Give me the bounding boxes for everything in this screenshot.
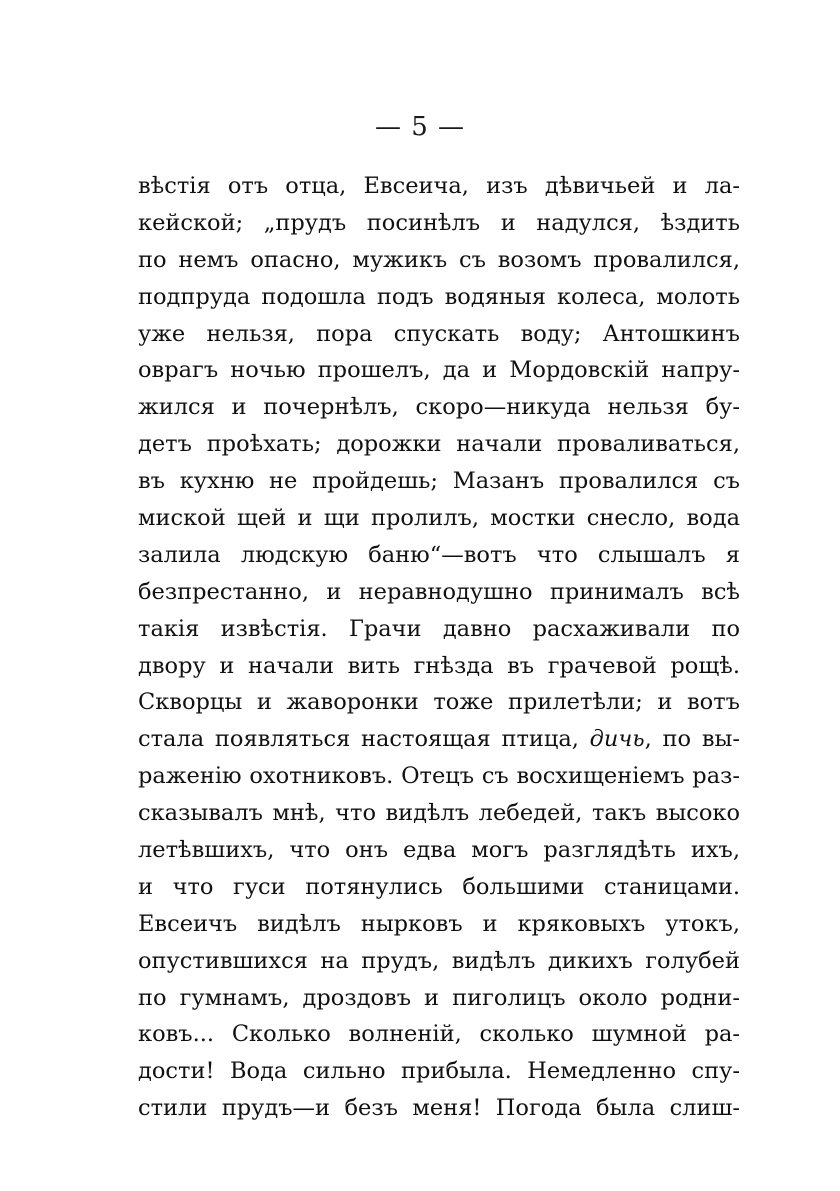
text-line: подпруда подошла подъ водяныя колеса, молоть <box>138 283 740 310</box>
text-line: уже нельзя, пора спускать воду; Антошкинъ <box>138 320 740 347</box>
text-line: оврагъ ночью прошелъ, да и Мордовскій напру- <box>138 357 740 384</box>
text-line: и что гуси потянулись большими станицами. <box>138 873 740 900</box>
text-line: миской щей и щи пролилъ, мостки снесло, вода <box>138 505 740 532</box>
text-line: дости! Вода сильно прибыла. Немедленно спу- <box>138 1058 740 1085</box>
text-line: Скворцы и жаворонки тоже прилетѣли; и вотъ <box>138 689 740 716</box>
text-line: безпрестанно, и неравнодушно принималъ всѣ <box>138 578 740 605</box>
text-line: раженію охотниковъ. Отецъ съ восхищеніемъ раз- <box>138 763 740 790</box>
text-line: въ кухню не пройдешь; Мазанъ провалился съ <box>138 468 740 495</box>
text-line: залила людскую баню“—вотъ что слышалъ я <box>138 541 740 568</box>
text-line: вѣстія отъ отца, Евсеича, изъ дѣвичьей и ла- <box>138 173 740 199</box>
text-line-with-italic <box>138 721 740 758</box>
text-line: двору и начали вить гнѣзда въ грачевой рощѣ. <box>138 652 740 679</box>
text-line: по немъ опасно, мужикъ съ возомъ провалился, <box>138 246 740 273</box>
text-line: опустившихся на прудъ, видѣлъ дикихъ голубей <box>138 947 740 974</box>
text-line: жился и почернѣлъ, скоро—никуда нельзя бу- <box>138 394 740 421</box>
text-line: детъ проѣхать; дорожки начали проваливаться, <box>138 431 740 458</box>
text-line: ковъ... Сколько волненій, сколько шумной ра- <box>138 1021 740 1048</box>
text-line: летѣвшихъ, что онъ едва могъ разглядѣть ихъ, <box>138 837 740 864</box>
text-segment: стала появляться настоящая птица, <box>138 726 590 753</box>
text-segment: , по вы- <box>644 726 740 753</box>
text-line: Евсеичъ видѣлъ нырковъ и кряковыхъ утокъ, <box>138 910 740 937</box>
text-line: сказывалъ мнѣ, что видѣлъ лебедей, такъ высоко <box>138 800 740 827</box>
text-line: по гумнамъ, дроздовъ и пиголицъ около родни- <box>138 984 740 1011</box>
text-line: такія извѣстія. Грачи давно расхаживали по <box>138 615 740 642</box>
text-line: кейской; „прудъ посинѣлъ и надулся, ѣздить <box>138 209 740 236</box>
body-text <box>138 168 740 1127</box>
page-number: — 5 — <box>374 112 466 142</box>
text-line: стили прудъ—и безъ меня! Погода была слиш- <box>138 1095 740 1122</box>
italic-word: дичь <box>589 726 645 753</box>
